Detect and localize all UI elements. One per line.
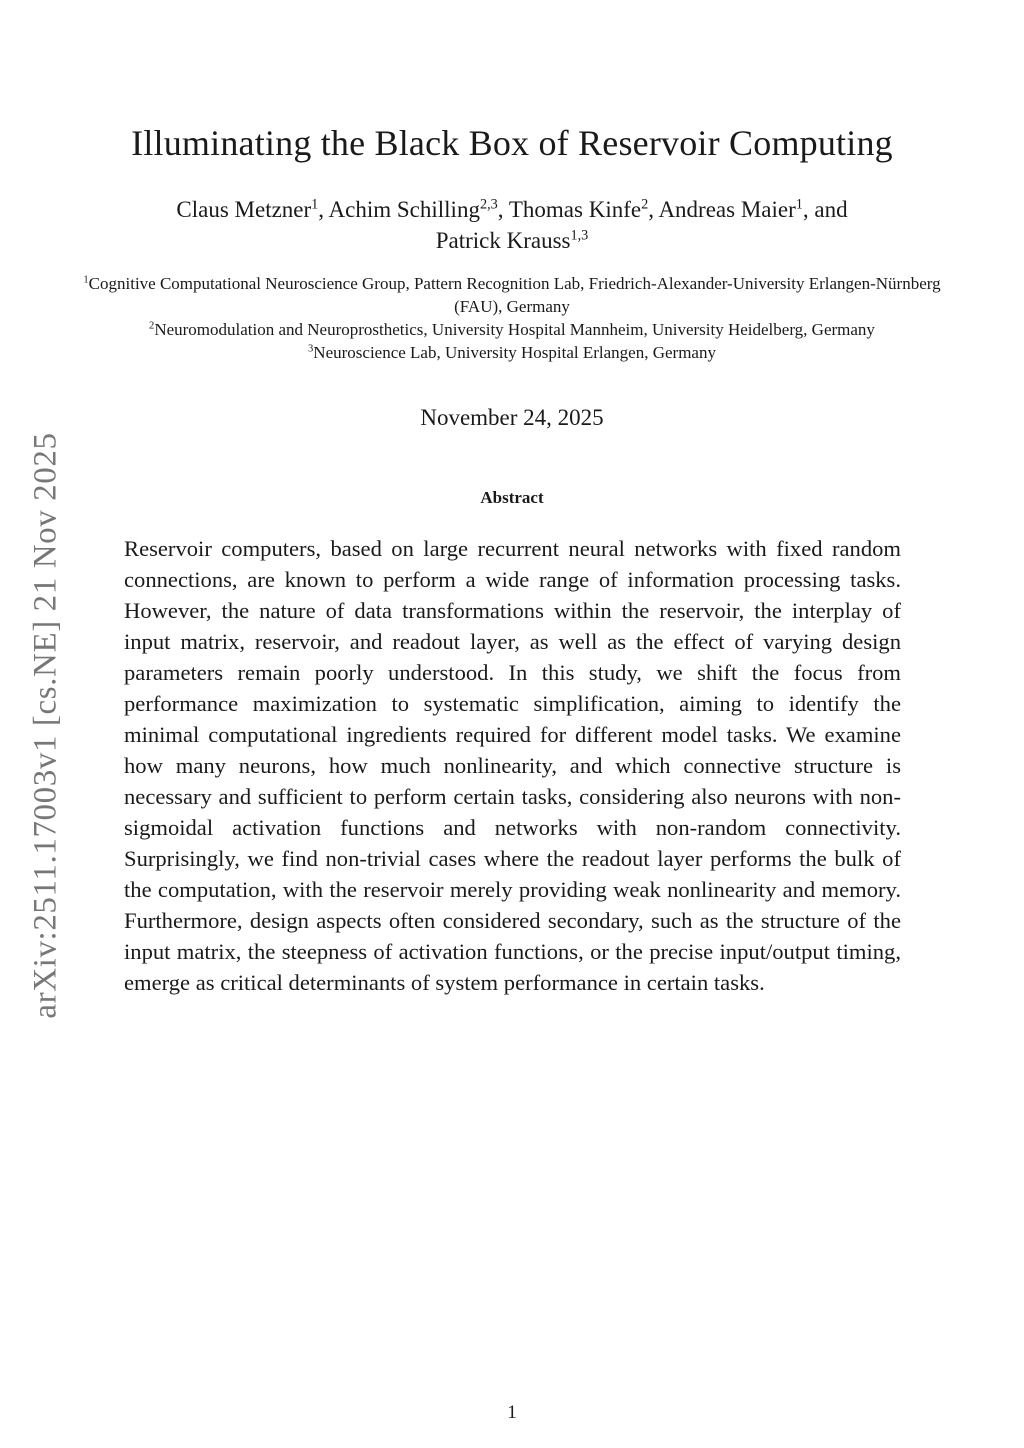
affiliation: $^1$Cognitive Computational Neuroscience Group, Pattern Recognition Lab, Friedrich-Alexander-University Erlangen-Nürnberg (FAU), Germany — [83, 274, 941, 316]
publication-date: November 24, 2025 — [420, 405, 604, 430]
author-affiliation-mark: 1 — [795, 196, 803, 213]
author: Thomas Kinfe$^2$, — [508, 196, 659, 222]
abstract-heading: Abstract — [480, 488, 544, 507]
author: Patrick Krauss$^{1,3}$ — [435, 227, 589, 253]
author-list — [110, 194, 914, 256]
author: Achim Schilling$^{2,3}$, — [328, 196, 509, 222]
author-affiliation-mark: 2,3 — [479, 196, 498, 213]
author-affiliation-mark: 2 — [641, 196, 649, 213]
paper-title: Illuminating the Black Box of Reservoir Computing — [131, 123, 893, 163]
author: Claus Metzner$^1$, — [176, 196, 329, 222]
affiliation: $^3$Neuroscience Lab, University Hospital Erlangen, Germany — [308, 343, 716, 362]
affiliation: $^2$Neuromodulation and Neuroprosthetics, University Hospital Mannheim, University Heidelberg, Germany — [149, 320, 875, 339]
author-affiliation-mark: 1,3 — [570, 227, 589, 244]
abstract-text: Reservoir computers, based on large recurrent neural networks with fixed random connections, are known to perform a wide range of information processing tasks. However, the nature of data transformations within the reservoir, the interplay of input matrix, reservoir, and readout layer, as well as the effect of varying design parameters remain poorly understood. In this study, we shift the focus from performance maximization to systematic simplification, aiming to identify the minimal computational ingredients required for different model tasks. We examine how many neurons, how much nonlinearity, and which connective structure is necessary and sufficient to perform certain tasks, considering also neurons with non-sigmoidal activation functions and networks with non-random connectivity. Surprisingly, we find non-trivial cases where the readout layer performs the bulk of the computation, with the reservoir merely providing weak nonlinearity and memory. Furthermore, design aspects often considered secondary, such as the structure of the input matrix, the steepness of activation functions, or the precise input/output timing, emerge as critical determinants of system performance in certain tasks. — [124, 536, 901, 995]
author-affiliation-mark: 1 — [311, 196, 319, 213]
arxiv-sidebar-stamp — [26, 420, 66, 1030]
author: Andreas Maier$^1$, and — [658, 196, 848, 222]
arxiv-identifier: arXiv:2511.17003v1 [cs.NE] 21 Nov 2025 — [27, 431, 64, 1019]
affiliation-list — [60, 272, 964, 364]
page-number: 1 — [507, 1402, 517, 1423]
